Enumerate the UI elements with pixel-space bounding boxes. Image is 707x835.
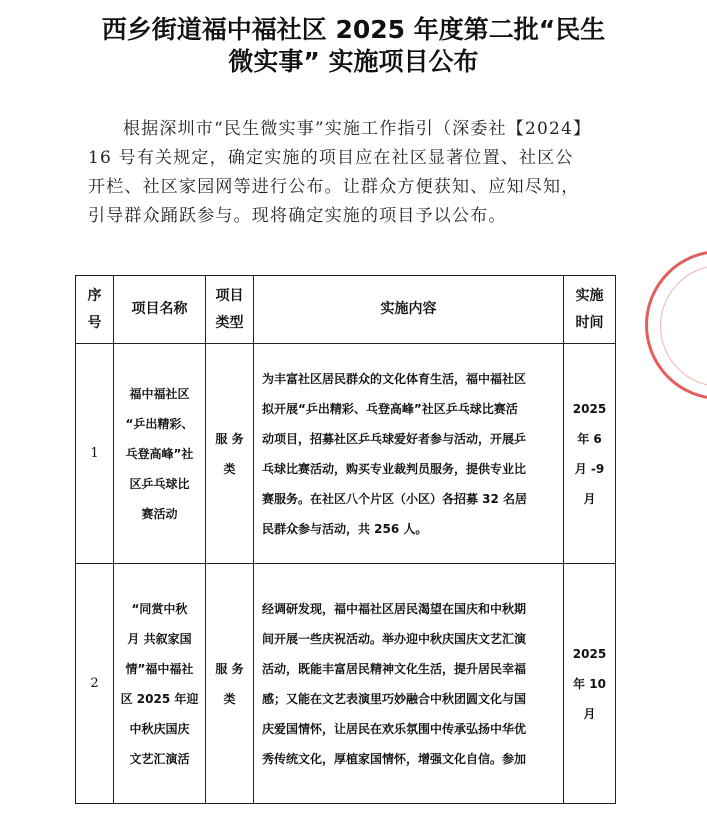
- row-time: [564, 344, 616, 564]
- type-line: 类: [223, 691, 236, 706]
- content-line: 民群众参与活动，共 256 人。: [262, 521, 428, 536]
- header-time-line: 实施: [575, 287, 604, 304]
- row-name: [114, 564, 206, 804]
- content-line: 赛服务。在社区八个片区（小区）各招募 32 名居: [262, 491, 528, 506]
- content-line: 活动，既能丰富居民精神文化生活，提升居民幸福: [262, 661, 527, 676]
- document-title-line1: 西乡街道福中福社区 2025 年度第二批“民生: [101, 15, 606, 44]
- row-content: [254, 564, 564, 804]
- content-line: 乓球比赛活动，购买专业裁判员服务，提供专业比: [262, 461, 527, 476]
- row-seq: 2: [76, 564, 114, 804]
- content-line: 庆爱国情怀，让居民在欢乐氛围中传承弘扬中华优: [262, 721, 527, 736]
- name-line: 福中福社区: [129, 386, 190, 401]
- table-header-row: [76, 276, 616, 344]
- time-line: 月: [583, 706, 596, 721]
- header-seq-line: 序: [87, 287, 102, 304]
- content-line: 拟开展“乒出精彩、乓登高峰”社区乒乓球比赛活: [262, 401, 518, 416]
- content-line: 感；又能在文艺表演里巧妙融合中秋团圆文化与国: [262, 691, 527, 706]
- time-line: 月 -9: [574, 461, 605, 476]
- row-name: [114, 344, 206, 564]
- name-line: 乓登高峰”社: [125, 446, 194, 461]
- intro-line: 16 号有关规定，确定实施的项目应在社区显著位置、社区公: [88, 148, 574, 168]
- name-line: 区乒乓球比: [129, 476, 190, 491]
- table-row: [76, 564, 616, 804]
- header-type-line: 类型: [215, 314, 244, 331]
- header-time: [564, 276, 616, 344]
- name-line: 区 2025 年迎: [120, 691, 199, 706]
- name-line: 赛活动: [141, 506, 178, 521]
- name-line: 中秋庆国庆: [129, 721, 190, 736]
- project-table: [75, 275, 616, 804]
- intro-paragraph: [88, 115, 633, 231]
- content-line: 为丰富社区居民群众的文化体育生活，福中福社区: [262, 371, 527, 386]
- content-line: 间开展一些庆祝活动。举办迎中秋庆国庆文艺汇演: [262, 631, 527, 646]
- name-line: “乒出精彩、: [125, 416, 194, 431]
- header-seq: [76, 276, 114, 344]
- row-type: [206, 344, 254, 564]
- header-content: 实施内容: [254, 276, 564, 344]
- name-line: “同赏中秋: [131, 601, 188, 616]
- time-line: 年 6: [577, 431, 602, 446]
- content-line: 动项目，招募社区乒乓球爱好者参与活动，开展乒: [262, 431, 527, 446]
- row-type: [206, 564, 254, 804]
- intro-line: 开栏、社区家园网等进行公布。让群众方便获知、应知尽知，: [88, 177, 580, 197]
- official-seal: [645, 250, 707, 400]
- content-line: 秀传统文化，厚植家国情怀，增强文化自信。参加: [262, 751, 527, 766]
- name-line: 文艺汇演活: [129, 751, 190, 766]
- intro-line: 根据深圳市“民生微实事”实施工作指引（深委社【2024】: [123, 119, 592, 139]
- row-time: [564, 564, 616, 804]
- seal-inner-ring: [660, 265, 707, 387]
- type-line: 服 务: [215, 661, 244, 676]
- header-type-line: 项目: [215, 287, 244, 304]
- type-line: 类: [223, 461, 236, 476]
- intro-line: 引导群众踊跃参与。现将确定实施的项目予以公布。: [88, 206, 507, 226]
- time-line: 2025: [572, 401, 607, 416]
- header-seq-line: 号: [87, 314, 102, 331]
- table-row: [76, 344, 616, 564]
- time-line: 2025: [572, 646, 607, 661]
- row-content: [254, 344, 564, 564]
- header-name: 项目名称: [114, 276, 206, 344]
- name-line: 情”福中福社: [125, 661, 194, 676]
- document-title-line2: 微实事” 实施项目公布: [228, 47, 479, 76]
- type-line: 服 务: [215, 431, 244, 446]
- content-line: 经调研发现，福中福社区居民渴望在国庆和中秋期: [262, 601, 527, 616]
- header-type: [206, 276, 254, 344]
- header-time-line: 时间: [575, 314, 604, 331]
- time-line: 年 10: [573, 676, 606, 691]
- name-line: 月 共叙家国: [127, 631, 192, 646]
- row-seq: 1: [76, 344, 114, 564]
- time-line: 月: [583, 491, 596, 506]
